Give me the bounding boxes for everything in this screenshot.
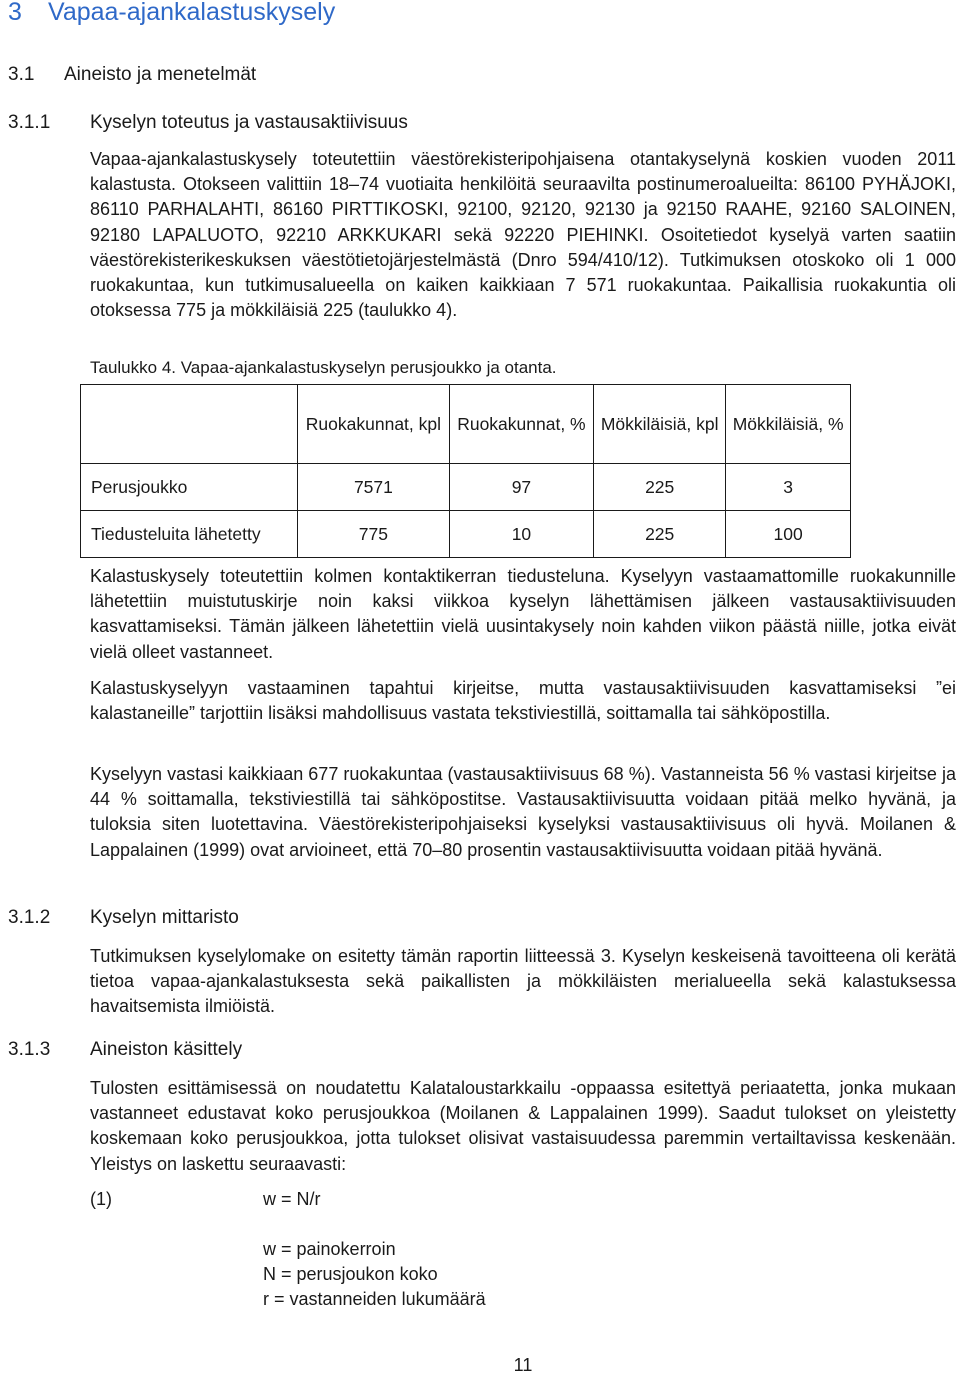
chapter-heading xyxy=(8,0,335,27)
table-cell: 225 xyxy=(594,464,726,511)
table-cell: 3 xyxy=(726,464,851,511)
table-header-row xyxy=(81,385,851,464)
paragraph-response-rate: Kyselyyn vastasi kaikkiaan 677 ruokakuntaa (vastausaktiivisuus 68 %). Vastanneista 56 % vastasi kirjeitse ja 44 % soittamalla, tekstiviestillä tai sähköpostitse. Vastausaktiivisuutta voidaan pitää melko hyvänä, ja tuloksia siten luotettavina. Väestörekisteripohjaiseksi kyselyksi vastausaktiivisuus oli hyvä. Moilanen & Lappalainen (1999) ovat arvioineet, että 70–80 prosentin vastausaktiivisuutta voidaan pitää hyvänä. xyxy=(90,764,956,860)
chapter-number: 3 xyxy=(8,0,22,26)
paragraph-response-methods: Kalastuskyselyyn vastaaminen tapahtui kirjeitse, mutta vastausaktiivisuuden kasvattamiseksi ”ei kalastaneille” tarjottiin lisäksi mahdollisuus vastata tekstiviestillä, soittamalla tai sähköpostilla. xyxy=(90,678,956,724)
subsection-heading-312 xyxy=(8,907,239,929)
subsection-heading-313 xyxy=(8,1039,242,1061)
section-number: 3.1 xyxy=(8,64,35,85)
subsection-number: 3.1.3 xyxy=(8,1039,51,1060)
table-row xyxy=(81,511,851,558)
paragraph-processing: Tulosten esittämisessä on noudatettu Kalataloustarkkailu -oppaassa esitettyä periaatetta, jonka mukaan vastanneet edustavat koko perusjoukkoa (Moilanen & Lappalainen 1999). Saadut tulokset on yleistetty koskemaan koko perusjoukkoa, jotta tulokset olisivat vastaisuudessa paremmin vertailtavissa keskenään. Yleistys on laskettu seuraavasti: xyxy=(90,1078,956,1174)
section-title: Aineisto ja menetelmät xyxy=(64,64,257,85)
table-cell: 97 xyxy=(449,464,593,511)
paragraph-contacts: Kalastuskysely toteutettiin kolmen kontaktikerran tiedusteluna. Kyselyyn vastaamattomille ruokakunnille lähetettiin muistutuskirje noin kaksi viikkoa kyselyn lähettämisen jälkeen vastausaktiivisuuden kasvattamiseksi. Tämän jälkeen lähetettiin vielä uusintakysely noin kahden viikon päästä niille, jotka eivät vielä olleet vastanneet. xyxy=(90,566,956,662)
table-cell: 7571 xyxy=(298,464,450,511)
table-row-label: Tiedusteluita lähetetty xyxy=(81,511,298,558)
table-header-cell: Ruokakunnat, kpl xyxy=(298,385,450,464)
table-row xyxy=(81,464,851,511)
table-cell: 225 xyxy=(594,511,726,558)
population-table xyxy=(80,384,851,558)
section-heading xyxy=(8,64,256,86)
subsection-number: 3.1.1 xyxy=(8,112,51,133)
page-number: 11 xyxy=(513,1355,533,1375)
equation-number: (1) xyxy=(90,1189,112,1209)
subsection-title: Kyselyn toteutus ja vastausaktiivisuus xyxy=(90,112,408,133)
chapter-title: Vapaa-ajankalastuskysely xyxy=(48,0,336,26)
equation: w = N/r xyxy=(263,1189,321,1209)
table-header-cell: Ruokakunnat, % xyxy=(449,385,593,464)
subsection-title: Aineiston käsittely xyxy=(90,1039,243,1060)
subsection-title: Kyselyn mittaristo xyxy=(90,907,239,928)
table-cell: 10 xyxy=(449,511,593,558)
paragraph-questionnaire: Tutkimuksen kyselylomake on esitetty tämän raportin liitteessä 3. Kyselyn keskeisenä tavoitteena oli kerätä tietoa vapaa-ajankalastuksesta sekä paikallisten ja mökkiläisten merialueella sekä kalastuksessa havaitsemista ilmiöistä. xyxy=(90,946,956,1017)
paragraph-sampling: Vapaa-ajankalastuskysely toteutettiin väestörekisteripohjaisena otantakyselynä koskien vuoden 2011 kalastusta. Otokseen valittiin 18–74 vuotiaita henkilöitä seuraavilta postinumeroalueilta: 86100 PYHÄJOKI, 86110 PARHALAHTI, 86160 PIRTTIKOSKI, 92100, 92120, 92130 ja 92150 RAAHE, 92160 SALOINEN, 92180 LAPALUOTO, 92210 ARKKUKARI sekä 92220 PIEHINKI. Osoitetiedot kyselyä varten saatiin väestörekisterikeskuksen väestötietojärjestelmästä (Dnro 594/410/12). Tutkimuksen otoskoko oli 1 000 ruokakuntaa, kun tutkimusalueella on kaiken kaikkiaan 7 571 ruokakuntaa. Paikallisia ruokakuntia oli otoksessa 775 ja mökkiläisiä 225 (taulukko 4). xyxy=(90,149,956,321)
definition-item: N = perusjoukon koko xyxy=(263,1264,438,1285)
definition-item: r = vastanneiden lukumäärä xyxy=(263,1289,486,1310)
table-header-cell: Mökkiläisiä, % xyxy=(726,385,851,464)
table-row-label: Perusjoukko xyxy=(81,464,298,511)
table-header-empty xyxy=(81,385,298,464)
subsection-number: 3.1.2 xyxy=(8,907,51,928)
subsection-heading-311 xyxy=(8,112,408,134)
table-cell: 100 xyxy=(726,511,851,558)
table-cell: 775 xyxy=(298,511,450,558)
table-caption: Taulukko 4. Vapaa-ajankalastuskyselyn perusjoukko ja otanta. xyxy=(90,358,557,377)
table-header-cell: Mökkiläisiä, kpl xyxy=(594,385,726,464)
definition-item: w = painokerroin xyxy=(263,1239,396,1259)
equation-definitions xyxy=(263,1237,486,1313)
